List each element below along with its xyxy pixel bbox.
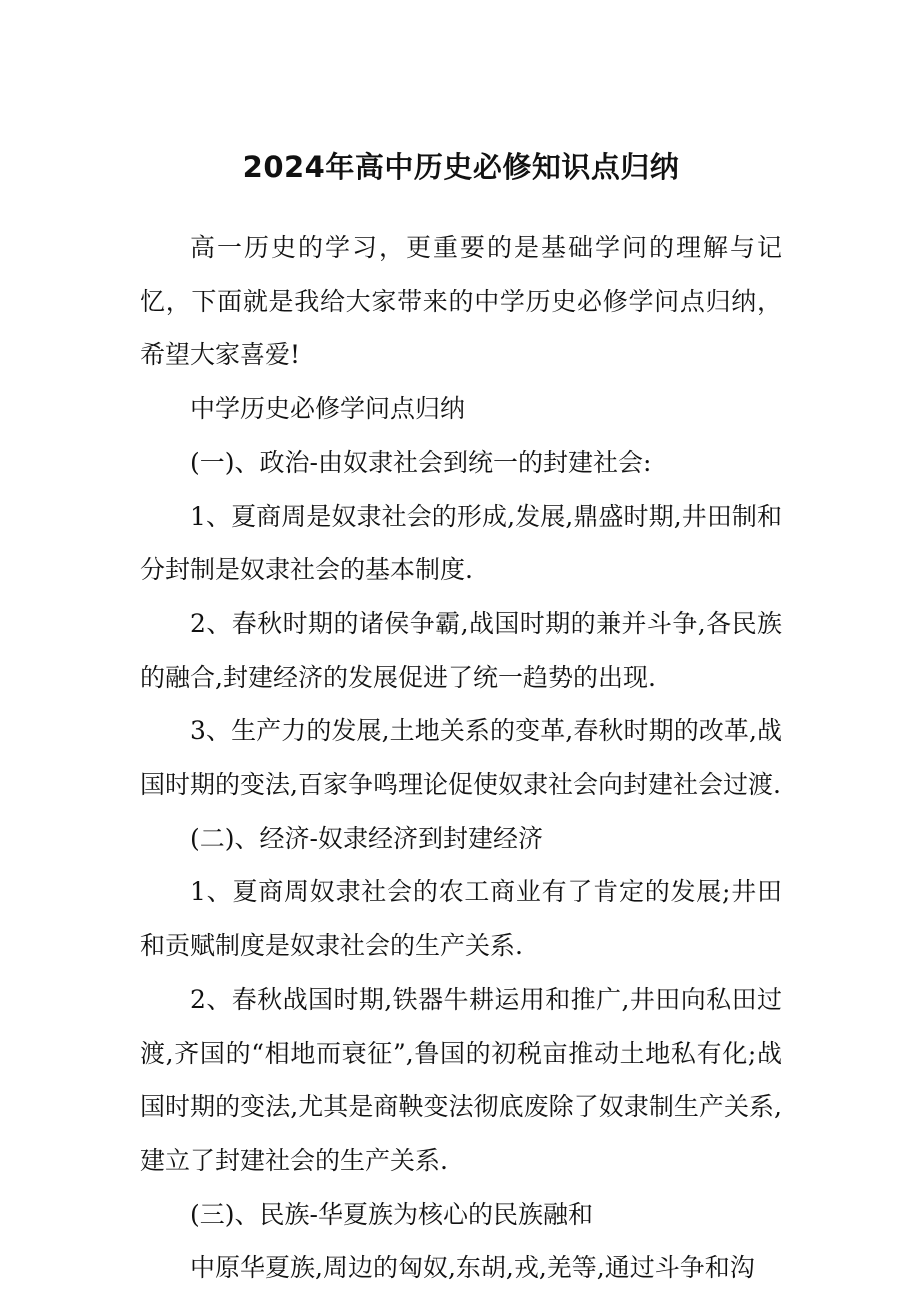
- subsection-heading-politics: (一)、政治-由奴隶社会到统一的封建社会:: [190, 447, 652, 477]
- document-body: [140, 221, 782, 1295]
- list-item: 2、春秋战国时期,铁器牛耕运用和推广,井田向私田过渡,齐国的“相地而衰征”,鲁国的初税亩推动土地私有化;战国时期的变法,尤其是商鞅变法彻底废除了奴隶制生产关系,建立了封建社会的生产关系.: [140, 984, 782, 1175]
- list-item: 2、春秋时期的诸侯争霸,战国时期的兼并斗争,各民族的融合,封建经济的发展促进了统一趋势的出现.: [140, 608, 782, 692]
- body-paragraph: 中原华夏族,周边的匈奴,东胡,戎,羌等,通过斗争和沟: [190, 1253, 755, 1283]
- subsection-heading-economy: (二)、经济-奴隶经济到封建经济: [190, 823, 543, 853]
- document-title: 2024年高中历史必修知识点归纳: [242, 150, 680, 184]
- list-item: 1、夏商周奴隶社会的农工商业有了肯定的发展;井田和贡赋制度是奴隶社会的生产关系.: [140, 877, 782, 961]
- intro-paragraph: 高一历史的学习，更重要的是基础学问的理解与记忆，下面就是我给大家带来的中学历史必修学问点归纳，希望大家喜爱!: [140, 233, 782, 370]
- list-item: 1、夏商周是奴隶社会的形成,发展,鼎盛时期,井田制和分封制是奴隶社会的基本制度.: [140, 501, 782, 585]
- list-item: 3、生产力的发展,土地关系的变革,春秋时期的改革,战国时期的变法,百家争鸣理论促使奴隶社会向封建社会过渡.: [140, 716, 782, 800]
- subsection-heading-ethnicity: (三)、民族-华夏族为核心的民族融和: [190, 1199, 593, 1229]
- section-heading: 中学历史必修学问点归纳: [190, 394, 466, 424]
